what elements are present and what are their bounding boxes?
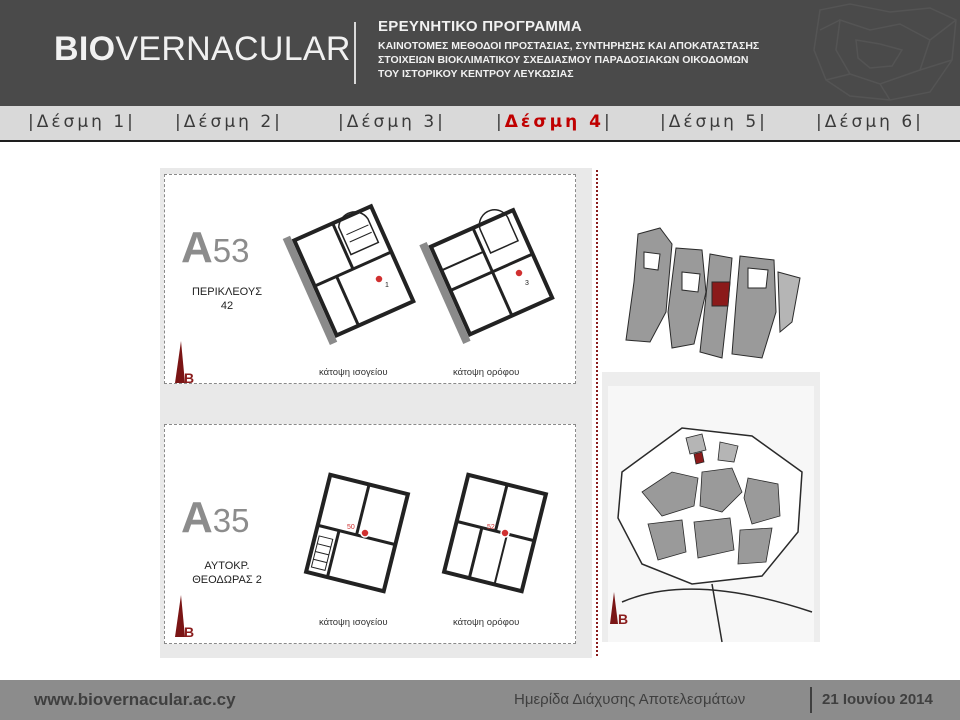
panel-separator bbox=[596, 170, 598, 656]
map-ornament-icon bbox=[780, 0, 960, 106]
urban-context-maps[interactable] bbox=[602, 172, 820, 642]
sensor-marker-label: 1 bbox=[385, 282, 389, 289]
slide-content bbox=[150, 156, 830, 666]
event-date: 21 Ιουνίου 2014 bbox=[822, 691, 933, 708]
footer-bar bbox=[0, 680, 960, 720]
program-description bbox=[378, 18, 759, 81]
sensor-marker-label: 50 bbox=[347, 524, 355, 531]
program-line: ΚΑΙΝΟΤΟΜΕΣ ΜΕΘΟΔΟΙ ΠΡΟΣΤΑΣΙΑΣ, ΣΥΝΤΗΡΗΣΗΣ ΚΑΙ ΑΠΟΚΑΤΑΣΤΑΣΗΣ bbox=[378, 40, 760, 52]
context-maps-panel bbox=[602, 172, 820, 642]
biovernacular-emblem-icon bbox=[171, 337, 193, 387]
building-card-a35 bbox=[164, 424, 576, 644]
building-card-a53 bbox=[164, 174, 576, 384]
building-code: A53 bbox=[181, 223, 250, 272]
tab-desmi-4[interactable]: |Δέσμη 4| bbox=[496, 112, 613, 132]
tab-desmi-5[interactable]: |Δέσμη 5| bbox=[660, 112, 768, 132]
building-address: ΑΥΤΟΚΡ. ΘΕΟΔΩΡΑΣ 2 bbox=[192, 560, 262, 586]
website-link[interactable]: www.biovernacular.ac.cy bbox=[34, 690, 236, 709]
ground-floor-plan[interactable] bbox=[299, 465, 415, 601]
program-line: ΤΟΥ ΙΣΤΟΡΙΚΟΥ ΚΕΝΤΡΟΥ ΛΕΥΚΩΣΙΑΣ bbox=[378, 68, 574, 80]
upper-floor-label: κάτοψη ορόφου bbox=[453, 367, 520, 378]
tabs-bar bbox=[0, 106, 960, 142]
tab-desmi-3[interactable]: |Δέσμη 3| bbox=[338, 112, 446, 132]
biovernacular-logo[interactable]: BIOVERNACULAR bbox=[54, 30, 351, 68]
tab-desmi-2[interactable]: |Δέσμη 2| bbox=[175, 112, 283, 132]
ground-floor-label: κάτοψη ισογείου bbox=[319, 367, 388, 378]
tab-desmi-1[interactable]: |Δέσμη 1| bbox=[28, 112, 136, 132]
ground-floor-label: κάτοψη ισογείου bbox=[319, 617, 388, 628]
building-code: A35 bbox=[181, 493, 250, 542]
header-divider bbox=[354, 22, 356, 84]
ground-floor-plan[interactable] bbox=[291, 195, 415, 343]
biovernacular-emblem-icon bbox=[171, 591, 193, 641]
header-banner bbox=[0, 0, 960, 106]
upper-floor-plan[interactable] bbox=[427, 195, 551, 343]
buildings-panel bbox=[160, 168, 592, 658]
program-line: ΣΤΟΙΧΕΙΩΝ ΒΙΟΚΛΙΜΑΤΙΚΟΥ ΣΧΕΔΙΑΣΜΟΥ ΠΑΡΑΔΟΣΙΑΚΩΝ ΟΙΚΟΔΟΜΩΝ bbox=[378, 54, 749, 66]
building-address: ΠΕΡΙΚΛΕΟΥΣ 42 bbox=[191, 286, 263, 312]
program-title: ΕΡΕΥΝΗΤΙΚΟ ΠΡΟΓΡΑΜΜΑ bbox=[378, 18, 583, 35]
event-title: Ημερίδα Διάχυσης Αποτελεσμάτων bbox=[514, 691, 746, 708]
tab-desmi-6[interactable]: |Δέσμη 6| bbox=[816, 112, 924, 132]
emblem-letter: B bbox=[618, 611, 629, 627]
footer-divider bbox=[810, 687, 812, 713]
sensor-marker-label: 3 bbox=[525, 280, 529, 287]
emblem-letter: B bbox=[184, 624, 195, 640]
upper-floor-label: κάτοψη ορόφου bbox=[453, 617, 520, 628]
block-plan-map bbox=[602, 172, 820, 372]
emblem-letter: B bbox=[184, 370, 195, 386]
sensor-marker-label: 52 bbox=[487, 524, 495, 531]
upper-floor-plan[interactable] bbox=[437, 465, 553, 601]
city-center-map bbox=[608, 386, 814, 642]
